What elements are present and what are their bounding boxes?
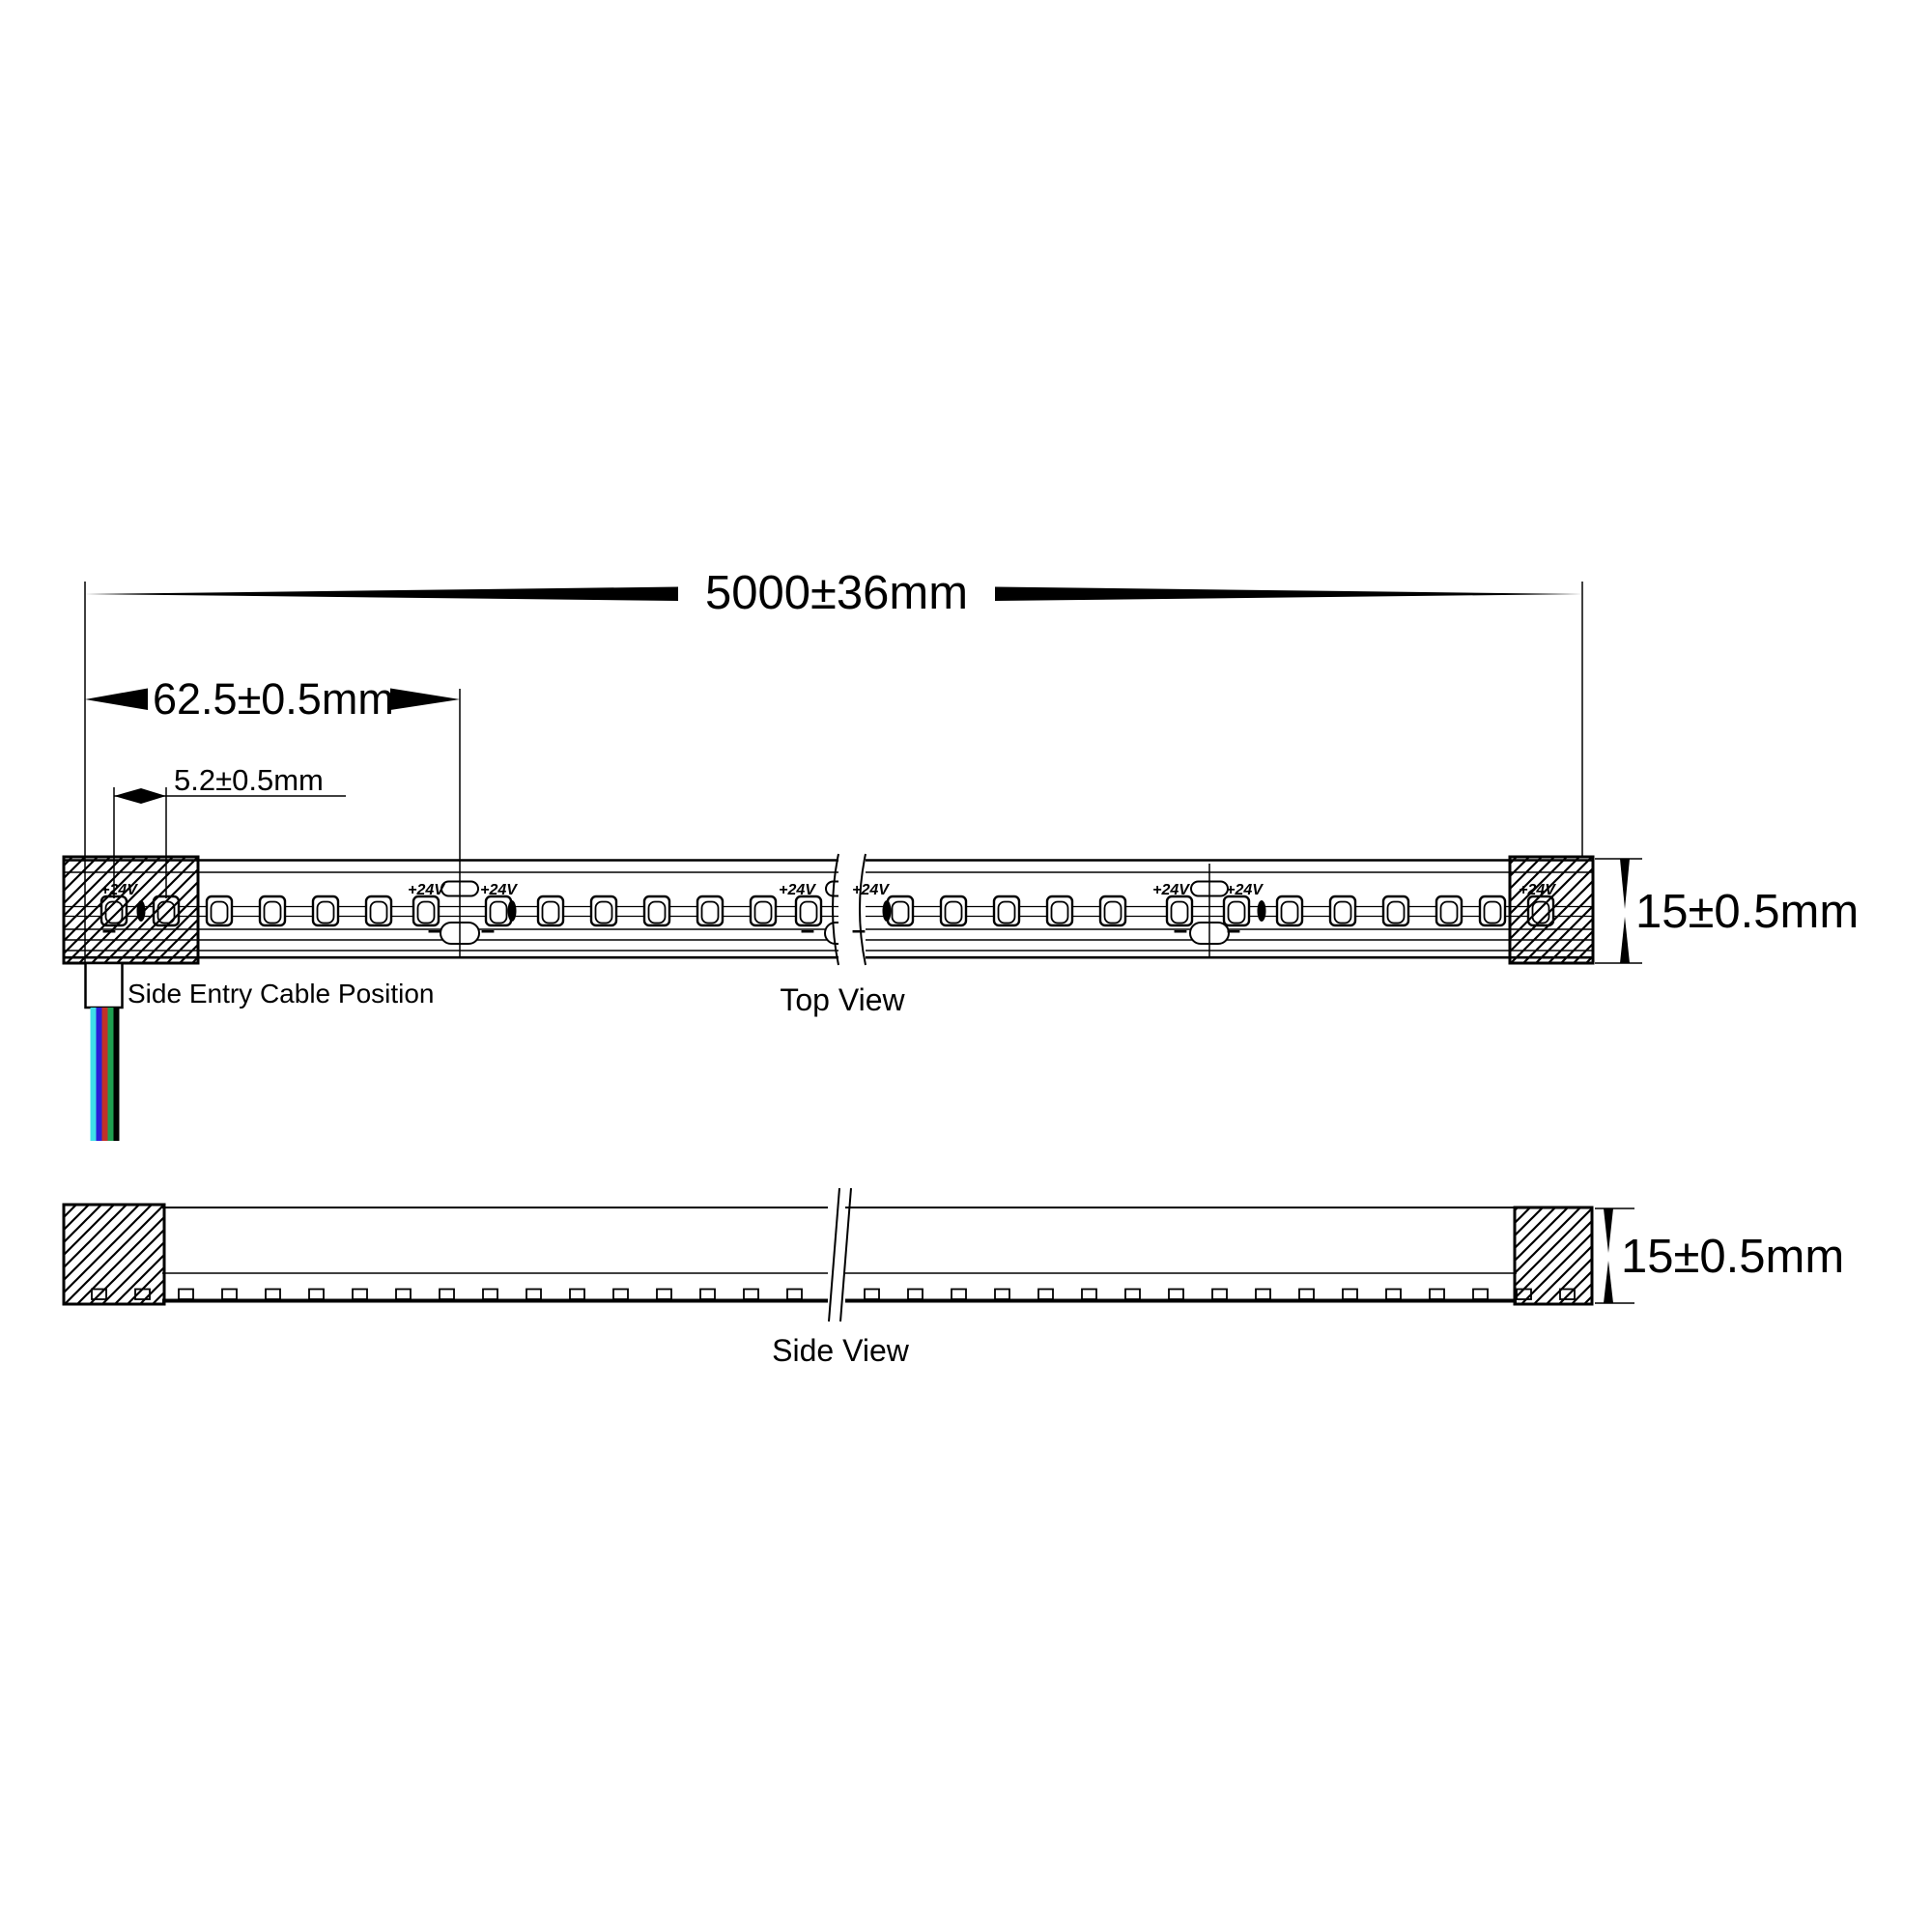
top-view-caption: Top View	[780, 982, 905, 1017]
strip-profile-lines	[64, 861, 1592, 958]
dim-overall-length-text: 5000±36mm	[704, 567, 969, 619]
minus-label: –	[101, 915, 117, 944]
voltage-label: +24V	[1226, 882, 1263, 898]
solder-pad	[508, 900, 517, 922]
minus-label: –	[480, 915, 496, 944]
solder-pad	[883, 900, 892, 922]
side-entry-caption: Side Entry Cable Position	[128, 979, 435, 1009]
dim-top-width	[1595, 859, 1859, 963]
led-bump	[570, 1290, 584, 1300]
cable-wire	[91, 1008, 97, 1141]
minus-label: –	[800, 915, 815, 944]
minus-label: –	[1226, 915, 1241, 944]
top-view	[64, 853, 1593, 966]
dim-cut-length-text: 62.5±0.5mm	[153, 674, 394, 724]
led-bump	[440, 1290, 454, 1300]
cable-wire	[114, 1008, 120, 1141]
side-led-bumps	[92, 1290, 1575, 1300]
led-chips	[101, 896, 1553, 925]
voltage-label: +24V	[779, 882, 815, 898]
voltage-label: +24V	[408, 882, 444, 898]
led-bump	[995, 1290, 1009, 1300]
led-bump	[1169, 1290, 1183, 1300]
voltage-label: +24V	[1519, 882, 1555, 898]
dim-arrow-left	[85, 689, 148, 711]
dim-arrow-up	[1604, 1208, 1613, 1253]
end-cap-right	[1510, 857, 1593, 963]
led-bump	[865, 1290, 879, 1300]
led-bump	[353, 1290, 367, 1300]
break-gap	[838, 853, 866, 966]
dim-arrow-right	[390, 689, 460, 711]
dim-arrow-up	[1620, 859, 1630, 909]
led-bump	[700, 1290, 715, 1300]
led-bump	[222, 1290, 237, 1300]
minus-label: –	[1173, 915, 1188, 944]
led-bump	[1082, 1290, 1096, 1300]
led-bump	[744, 1290, 758, 1300]
led-bump	[1386, 1290, 1401, 1300]
voltage-label: +24V	[852, 882, 889, 898]
led-bump	[1343, 1290, 1357, 1300]
led-bump	[396, 1290, 411, 1300]
dim-wedge-right	[995, 587, 1582, 602]
dim-top-width-text: 15±0.5mm	[1635, 886, 1860, 938]
solder-pad	[1258, 900, 1266, 922]
led-bump	[179, 1290, 193, 1300]
dim-wedge-left	[85, 587, 678, 602]
led-bump	[613, 1290, 628, 1300]
led-bump	[787, 1290, 802, 1300]
captions	[128, 979, 910, 1368]
led-bump	[1125, 1290, 1140, 1300]
led-bump	[309, 1290, 324, 1300]
voltage-label: +24V	[100, 882, 137, 898]
dim-side-height	[1595, 1208, 1844, 1303]
minus-label: –	[851, 915, 867, 944]
led-bump	[483, 1290, 497, 1300]
led-bump	[1038, 1290, 1053, 1300]
minus-label: –	[427, 915, 442, 944]
led-bump	[266, 1290, 280, 1300]
cable-wire	[102, 1008, 108, 1141]
end-cap-left	[64, 857, 198, 963]
break-curve-left	[833, 854, 838, 965]
dim-arrow-left	[114, 788, 141, 804]
dim-arrow-down	[1620, 917, 1630, 963]
side-break-line-left	[829, 1188, 839, 1321]
side-end-cap-left	[64, 1205, 164, 1304]
voltage-label: +24V	[480, 882, 517, 898]
cable-assembly	[86, 963, 123, 1141]
led-bump	[1473, 1290, 1488, 1300]
side-view-caption: Side View	[772, 1333, 909, 1368]
dim-side-height-text: 15±0.5mm	[1621, 1231, 1845, 1283]
cable-wire	[108, 1008, 114, 1141]
dim-led-pitch-text: 5.2±0.5mm	[174, 763, 324, 797]
led-bump	[1299, 1290, 1314, 1300]
led-bump	[1212, 1290, 1227, 1300]
cable-connector	[86, 963, 123, 1008]
side-end-cap-right	[1515, 1208, 1592, 1304]
led-bump	[657, 1290, 671, 1300]
led-bump	[952, 1290, 966, 1300]
led-bump	[908, 1290, 923, 1300]
side-profile-lines	[162, 1208, 1517, 1301]
dim-arrow-right	[141, 788, 166, 804]
cable-wires	[91, 1008, 120, 1141]
side-view	[64, 1188, 1592, 1321]
dim-arrow-down	[1604, 1261, 1613, 1303]
cable-wire	[97, 1008, 102, 1141]
led-bump	[1256, 1290, 1270, 1300]
voltage-label: +24V	[1152, 882, 1189, 898]
led-bump	[526, 1290, 541, 1300]
led-bump	[1430, 1290, 1444, 1300]
